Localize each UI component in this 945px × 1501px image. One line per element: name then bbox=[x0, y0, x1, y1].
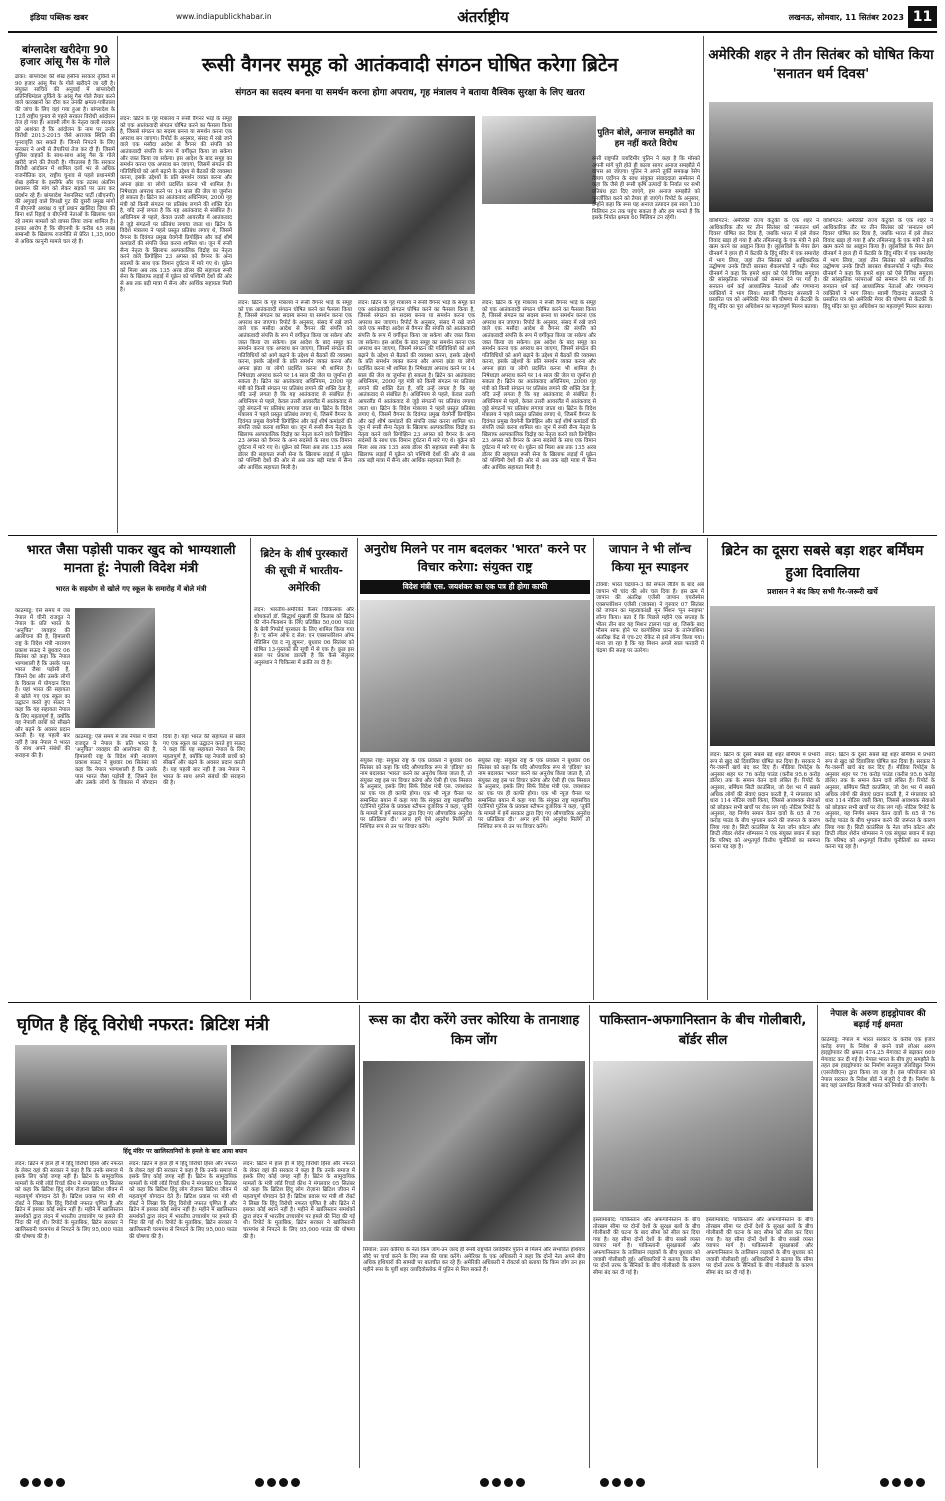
article-birmingham bbox=[710, 538, 935, 1000]
body-hindu-hate-cont-1 bbox=[129, 1161, 237, 1466]
subhead-wagner: संगठन का सदस्य बनना या समर्थन करना होगा अपराध, गृह मंत्रालय ने बताया वैश्विक सुरक्षा के लिए खतरा bbox=[235, 88, 585, 98]
body-bharat-rename: संयुक्त राष्ट्र: संयुक्त राष्ट्र के एक प्रवक्ता ने बुधवार 06 सितंबर को कहा कि यदि औपचारिक रूप से 'इंडिया' का नाम बदलकर 'भारत' करने का अनुरोध किया जाता है, तो संयुक्त राष्ट्र इस पर विचार करेगा और ऐसी ही एक मिसाल के अनुसार, इसके लिए सिर्फ विदेश मंत्री एस. जयशंकर का एक पत्र ही काफी होगा। एक भी न्यूज़ चैनल पर सम्बन्धित बयान में कहा गया कि संयुक्त राष्ट्र महासचिव एंटोनियो गुटेरेस के प्रवक्ता स्टीफन दुजारिक ने कहा, 'तुर्की के मामले में हमें सरकार द्वारा दिए गए औपचारिक अनुरोध पर प्रतिक्रिया दी।' अगर हमें ऐसे अनुरोध मिलेंगे तो निश्चित रूप से उन पर विचार करेंगे। bbox=[360, 758, 472, 830]
body-japan-moon: टोक्यो: भारत चंद्रयान-3 की सफल लैंडिंग के बाद अब जापान भी चांद की ओर चल दिया है। इस क्रम में जापान की अंतरिक्ष एजेंसी जापान एयरोस्पेस एक्सप्लोरेशन एजेंसी (जाक्सा) ने गुरुवार 07 सितंबर को जापान का महत्वाकांक्षी मून मिशन 'मून स्नाइपर' लॉन्च किया। बता दें कि पिछले महीने एक सप्ताह के भीतर तीन बार यह मिशन टालना पड़ा था, जिसके बाद मौसम साफ होने पर कागोशिमा प्रान्त के तानेगाशिमा अंतरिक्ष केंद्र से एच-2ए रॉकेट से इसे लॉन्च किया गया। माना जा रहा है कि यह मिशन अगले साल फरवरी में चंद्रमा की सतह पर उतरेगा। bbox=[596, 582, 704, 654]
body-putin: रूसी राष्ट्रपति व्लादिमीर पुतिन ने कहा है कि मॉस्को अपनी मांगें पूरी होते ही काला सागर अनाज समझौते में वापस आ जाएगा। पुतिन ने अपने तुर्की समकक्ष रेसेप तैय्यप एर्दोगन के साथ संयुक्त संवाददाता सम्मेलन में कहा कि जैसे ही रूसी कृषि उत्पादों के निर्यात पर सभी प्रतिबंध हटा दिए जाएंगे, हम अनाज समझौते को पुनर्जीवित करने को तैयार हो जाएंगे। रिपोर्ट के अनुसार, उन्होंने कहा कि रूस यह अनाज उत्पादन इस साल 130 मिलियन टन तक पहुंच सकता है और हम मानते हैं कि इसके निर्यात क्षमता 60 मिलियन टन रहेगी। bbox=[592, 156, 700, 222]
page-number: 11 bbox=[908, 6, 937, 28]
body-bangladesh: ढाका: बांग्लादेश की शेख हसीना सरकार तुर्किये से 90 हजार आंसू गैस के गोले खरीदने जा रही है। संयुक्त साचिव की अनुवाई में बांग्लादेशी प्रतिनिधिमंडल तुर्किये के आंसू गैस गोले तैयार करने वाले कारखानों का दौरा कर उनकी क्षमता-पत्रीताला की जांच के लिए वहां गया हुआ है। बांग्लादेश के 12वें राष्ट्रीय चुनाव से पहले सरकार विरोधी आंदोलन तेज हो गया है। अवामी लीग के नेतृत्व वाली सरकार को आशंका है कि आंदोलन के नाम पर उनके विरोधी 2013-2015 जैसे अराजक स्थिति की पुनरावृत्ति कर सकते हैं। जिनसे निपटने के लिए सरकार ने अभी से तैयारियां तेज कर दी हैं। जिसमें पुलिस वाहकों के साथ-साथ आंसू गैस के गोले खरीदे जाने की तैयारी है। गौरतलब है कि सरकार विरोधी आंदोलन में शामिल दलों भर से अधिक राजनीतिक दल, राष्ट्रीय चुनाव से पहले प्रधानमंत्री शेख हसीना के इस्तीफे और एक तटस्थ अंतरिम प्रशासन की मांग को लेकर सड़कों पर उतर कर प्रदर्शन रहे हैं। बांग्लादेश नेशनलिस्ट पार्टी (बीएनपी) की अगुवाई वाले विपक्षी गुट की दूसरी प्रमुख मांगों में बीएनपी अध्यक्ष व पूर्व प्रधान खालिदा ज़िया की बिना शर्त रिहाई व बीएनपी नेताओं के खिलाफ चल रहे तमाम मामलों को वापस लिया जाना शामिल है। इनका आरोप है कि बीएनपी के करीब 45 लाख सम्बन्धी के खिलाफ राजनीति से प्रेरित 1,35,000 से अधिक कानूनी मामले चल रहे हैं। bbox=[15, 74, 115, 245]
headline-putin: पुतिन बोले, अनाज समझौते का हम नहीं करते विरोध bbox=[597, 128, 695, 149]
article-japan-moon bbox=[596, 538, 704, 1000]
body-wagner-cont-3 bbox=[482, 300, 596, 531]
headline-wagner: रूसी वैगनर समूह को आतंकवादी संगठन घोषित करेगा ब्रिटेन bbox=[201, 54, 619, 76]
body-sanatan: वाशिंगटन: अमेरिकी राज्य केंटुकी के एक शहर ने आधिकारिक तौर पर तीन सितंबर को 'सनातन धर्म दिवस' घोषित कर दिया है, जबकि भारत में इसे लेकर विवाद खड़ा हो गया है और तमिलनाडु के एक मंत्री ने इसे खत्म करने का आह्वान किया है। लुइसविले के मेयर क्रेग ग्रीनबर्ग ने हाल ही में केंटकी के हिंदू मंदिर में एक समारोह में भाग लिया, जहां तीन सितंबर को आधिकारिक उद्घोषणा उनके डिप्टी बारबरा शैकलफोर्ड ने पढ़ी। मेयर ग्रीनबर्ग ने कहा कि हमारे शहर को ऐसे विविध समुदाय की सांस्कृतिक परंपराओं को सम्मान देने पर गर्व है। सनातन धर्म कई आध्यात्मिक नेताओं और गणमान्य व्यक्तियों ने भाग लिया। स्वामी चिदानंद सरस्वती ने प्रसारित पत्र को अमेरिकी मेयर की घोषणा से केंटकी के हिंदू मंदिर का पूरा अधिवेशन का महत्वपूर्ण मिलन बताया। bbox=[709, 218, 819, 310]
body-sanatan-cont bbox=[823, 218, 933, 530]
photo-un-podium bbox=[360, 600, 590, 752]
divider bbox=[593, 538, 594, 1000]
headline-bharat-rename: अनुरोध मिलने पर नाम बदलकर 'भारत' करने पर विचार करेगा: संयुक्त राष्ट्र bbox=[364, 541, 586, 574]
photo-uk-official bbox=[482, 116, 596, 204]
headline-north-korea: रूस का दौरा करेंगे उत्तर कोरिया के तानाशाह किम जोंग bbox=[368, 1013, 580, 1048]
body-hindu-hate: लंदन: ब्रिटेन में हाल ही में हिंदू विरोधी हिंसा और नफरत के लेकर वहां की सरकार ने कहा है कि उनके समाज में इसके लिए कोई जगह नहीं है। ब्रिटेन के सामुदायिक मामलों के मंत्री लॉर्ड रिचर्ड कीथ ने मंगलवार 05 सितंबर को कहा कि ब्रिटिश हिंदू लोग रोज़ाना ब्रिटिश जीवन में महत्वपूर्ण योगदान देते हैं। ब्रिटिश प्रवास पर मंत्री शी रॉबर्ट ने लिखा कि हिंदू विरोधी नफरत घृणित है और ब्रिटेन में इसका कोई स्थान नहीं है। महीने में खालिस्तान समर्थकों द्वारा लंदन में भारतीय उच्चायोग पर हमले की निंदा की गई थी। रिपोर्ट के मुताबिक, ब्रिटेन सरकार ने खालिस्तानी चरमपंथ से निपटने के लिए 95,000 पाउंड की घोषणा की है। bbox=[15, 1161, 123, 1240]
body-wagner-cont-2-text: लंदन: ब्रिटेन के गृह मंत्रालय ने रूसी वैगनर भाड़े के समूह को एक आतंकवादी संगठन घोषित करने का फैसला किया है, जिससे संगठन का सदस्य बनना या समर्थन करना एक अपराध बन जाएगा। रिपोर्ट के अनुसार, संसद में रखे जाने वाले एक मसौदा आदेश से वैगनर की संपत्ति को आतंकवादी संपत्ति के रूप में वर्गीकृत किया जा सकेगा और जब्त किया जा सकेगा। इस आदेश के बाद समूह का समर्थन करना एक अपराध बन जाएगा, जिसमें संगठन की गतिविधियों को आगे बढ़ाने के उद्देश्य से बैठकों की व्यवस्था करना, इसके उद्देश्यों के प्रति समर्थन व्यक्त करना और अपना झंडा या लोगो प्रदर्शित करना भी शामिल है। निषेधाज्ञा अपराध करने पर 14 साल की जेल या जुर्माना हो सकता है। ब्रिटेन का आतंकवाद अधिनियम, 2000 गृह मंत्री को किसी संगठन पर प्रतिबंध लगाने की शक्ति देता है, यदि उन्हें लगता है कि यह आतंकवाद से संबंधित है। अधिनियम से पहले, केवल उत्तरी आयरलैंड में आतंकवाद से जुड़े संगठनों पर प्रतिबंध लगाया जाता था। ब्रिटेन के विदेश मंत्रालय ने पहले प्रस्तुत प्रतिबंध लगाए थे, जिसमें वैगनर के दिवंगत प्रमुख येवगेनी प्रिगोझिन और कई शीर्ष कमांडरों की संपत्ति जब्त करना शामिल था। जून में रूसी सैन्य नेतृत्व के खिलाफ अल्पकालिक विद्रोह का नेतृत्व करने वाले प्रिगोझिन 23 अगस्त को वैगनर के अन्य सदस्यों के साथ एक विमान दुर्घटना में मारे गए थे। यूक्रेन को मिला अब तक 135 अरब डॉलर की सहायता रूसी सेना के खिलाफ लड़ाई में यूक्रेन को पश्चिमी देशों की ओर से अब तक बड़ी मात्रा में सैन्य और आर्थिक सहायता मिली है। bbox=[358, 300, 475, 465]
body-pak-afghan-cont bbox=[706, 1217, 813, 1465]
body-britain-honours: लंदन: भारतीय-अमेरिकी कैंसर चिकित्सक और शोधकर्ता डॉ. सिद्धार्थ मुखर्जी की किताब को ब्रिटेन की नॉन-फिक्शन के लिए प्रतिष्ठित 50,000 पाउंड के बेली गिफोर्ड पुरस्कार के लिए शामिल किया गया है। 'द सॉन्ग ऑफ द सेल: एन एक्सप्लोरेशन ऑफ मेडिसिन एंड द न्यू ह्यूमन', बुधवार 06 सितंबर को घोषित 13-पुस्तकों की सूची में से एक है। कुछ इस साल पर प्रकाश डालती है कि कैसे सेलुलर अनुसंधान ने चिकित्सा में क्रांति ला दी है। bbox=[254, 607, 354, 666]
photo-british-minister bbox=[231, 1045, 355, 1145]
footer-dots-5 bbox=[880, 1478, 925, 1487]
caption-hindu-temple: हिंदू मंदिर पर खालिस्तानियों के हमले के बाद आया बयान bbox=[123, 1148, 247, 1155]
article-britain-honours bbox=[254, 538, 354, 1000]
divider bbox=[707, 538, 708, 1000]
article-nepal bbox=[15, 538, 247, 1000]
divider bbox=[703, 36, 704, 533]
article-bharat-rename bbox=[360, 538, 590, 1000]
headline-pak-afghan: पाकिस्तान-अफगानिस्तान के बीच गोलीबारी, बॉर्डर सील bbox=[599, 1013, 807, 1048]
body-wagner-cont-2 bbox=[358, 300, 475, 531]
footer-dots-4 bbox=[600, 1478, 645, 1487]
paper-name: इंडिया पब्लिक खबर bbox=[30, 13, 88, 22]
body-wagner-cont-3-text: लंदन: ब्रिटेन के गृह मंत्रालय ने रूसी वैगनर भाड़े के समूह को एक आतंकवादी संगठन घोषित करने का फैसला किया है, जिससे संगठन का सदस्य बनना या समर्थन करना एक अपराध बन जाएगा। रिपोर्ट के अनुसार, संसद में रखे जाने वाले एक मसौदा आदेश से वैगनर की संपत्ति को आतंकवादी संपत्ति के रूप में वर्गीकृत किया जा सकेगा और जब्त किया जा सकेगा। इस आदेश के बाद समूह का समर्थन करना एक अपराध बन जाएगा, जिसमें संगठन की गतिविधियों को आगे बढ़ाने के उद्देश्य से बैठकों की व्यवस्था करना, इसके उद्देश्यों के प्रति समर्थन व्यक्त करना और अपना झंडा या लोगो प्रदर्शित करना भी शामिल है। निषेधाज्ञा अपराध करने पर 14 साल की जेल या जुर्माना हो सकता है। ब्रिटेन का आतंकवाद अधिनियम, 2000 गृह मंत्री को किसी संगठन पर प्रतिबंध लगाने की शक्ति देता है, यदि उन्हें लगता है कि यह आतंकवाद से संबंधित है। अधिनियम से पहले, केवल उत्तरी आयरलैंड में आतंकवाद से जुड़े संगठनों पर प्रतिबंध लगाया जाता था। ब्रिटेन के विदेश मंत्रालय ने पहले प्रस्तुत प्रतिबंध लगाए थे, जिसमें वैगनर के दिवंगत प्रमुख येवगेनी प्रिगोझिन और कई शीर्ष कमांडरों की संपत्ति जब्त करना शामिल था। जून में रूसी सैन्य नेतृत्व के खिलाफ अल्पकालिक विद्रोह का नेतृत्व करने वाले प्रिगोझिन 23 अगस्त को वैगनर के अन्य सदस्यों के साथ एक विमान दुर्घटना में मारे गए थे। यूक्रेन को मिला अब तक 135 अरब डॉलर की सहायता रूसी सेना के खिलाफ लड़ाई में यूक्रेन को पश्चिमी देशों की ओर से अब तक बड़ी मात्रा में सैन्य और आर्थिक सहायता मिली है। bbox=[482, 300, 596, 471]
divider bbox=[117, 36, 118, 533]
body-birmingham-cont bbox=[825, 752, 935, 998]
headline-britain-honours: ब्रिटेन के शीर्ष पुरस्कारों की सूची में भारतीय-अमेरिकी bbox=[260, 548, 348, 594]
subhead-nepal: भारत के सहयोग से खोले गए स्कूल के समारोह में बोले मंत्री bbox=[55, 585, 207, 593]
body-pak-afghan: इस्लामाबाद: पाकिस्तान और अफगानिस्तान के बीच तोरखम सीमा पर दोनों देशों के सुरक्षा बलों के बीच गोलीबारी की घटना के बाद सीमा को सील कर दिया गया है। यह सीमा दोनों देशों के बीच सबसे व्यस्त व्यापार मार्ग है। पाकिस्तानी सुरक्षाबलों और अफगानिस्तान के तालिबान लड़ाकों के बीच बुधवार को जवाबी गोलीबारी हुई। अधिकारियों ने बताया कि सीमा पर दोनों तरफ के सैनिकों के बीच गोलीबारी के कारण सीमा बंद कर दी गई है। bbox=[593, 1217, 700, 1276]
article-pak-afghan bbox=[593, 1005, 813, 1468]
photo-nepal-minister bbox=[75, 608, 155, 728]
row-rule-2 bbox=[8, 1002, 937, 1003]
footer-dots-1 bbox=[20, 1478, 65, 1487]
headline-sanatan: अमेरिकी शहर ने तीन सितंबर को घोषित किया 'सनातन धर्म दिवस' bbox=[708, 47, 934, 82]
footer-dots-2 bbox=[255, 1478, 300, 1487]
divider bbox=[357, 538, 358, 1000]
headline-birmingham: ब्रिटेन का दूसरा सबसे बड़ा शहर बर्मिंघम हुआ दिवालिया bbox=[721, 543, 924, 581]
subhead-birmingham: प्रशासन ने बंद किए सभी गैर-जरूरी खर्चे bbox=[767, 587, 878, 596]
body-north-korea: सियोल: उत्तर कोरिया के नेता किम जोंग-उन जल्द ही रूसी राष्ट्रपति व्लादिमीर पुतिन से मिलने और संभावित हथियार सौदे पर चर्चा करने के लिए रूस की यात्रा करेंगे। अमेरिका के एक अधिकारी ने कहा कि दोनों नेता अपने बीच अधिक हथियारों की सामग्री पर बातचीत कर रहे हैं। अमेरिकी अधिकारी ने रॉयटर्स को बताया कि किम जोंग उन इस महीने रूस के पूर्वी शहर व्लादिवोस्तोक में पुतिन से मिल सकते हैं। bbox=[363, 1247, 585, 1273]
subhead-bharat-rename: विदेश मंत्री एस. जयशंकर का एक पत्र ही होगा काफी bbox=[360, 580, 590, 594]
headline-hindu-hate: घृणित है हिंदू विरोधी नफरत: ब्रिटिश मंत्री bbox=[17, 1015, 270, 1035]
website-link[interactable]: www.indiapublickhabar.in bbox=[176, 12, 272, 21]
body-hindu-hate-cont-2-text: लंदन: ब्रिटेन में हाल ही में हिंदू विरोधी हिंसा और नफरत के लेकर वहां की सरकार ने कहा है कि उनके समाज में इसके लिए कोई जगह नहीं है। ब्रिटेन के सामुदायिक मामलों के मंत्री लॉर्ड रिचर्ड कीथ ने मंगलवार 05 सितंबर को कहा कि ब्रिटिश हिंदू लोग रोज़ाना ब्रिटिश जीवन में महत्वपूर्ण योगदान देते हैं। ब्रिटिश प्रवास पर मंत्री शी रॉबर्ट ने लिखा कि हिंदू विरोधी नफरत घृणित है और ब्रिटेन में इसका कोई स्थान नहीं है। महीने में खालिस्तान समर्थकों द्वारा लंदन में भारतीय उच्चायोग पर हमले की निंदा की गई थी। रिपोर्ट के मुताबिक, ब्रिटेन सरकार ने खालिस्तानी चरमपंथ से निपटने के लिए 95,000 पाउंड की घोषणा की है। bbox=[243, 1161, 355, 1240]
section-title: अंतर्राष्ट्रीय bbox=[457, 8, 509, 26]
article-sanatan bbox=[707, 36, 935, 533]
body-wagner-cont-1-text: लंदन: ब्रिटेन के गृह मंत्रालय ने रूसी वैगनर भाड़े के समूह को एक आतंकवादी संगठन घोषित करने का फैसला किया है, जिससे संगठन का सदस्य बनना या समर्थन करना एक अपराध बन जाएगा। रिपोर्ट के अनुसार, संसद में रखे जाने वाले एक मसौदा आदेश से वैगनर की संपत्ति को आतंकवादी संपत्ति के रूप में वर्गीकृत किया जा सकेगा और जब्त किया जा सकेगा। इस आदेश के बाद समूह का समर्थन करना एक अपराध बन जाएगा, जिसमें संगठन की गतिविधियों को आगे बढ़ाने के उद्देश्य से बैठकों की व्यवस्था करना, इसके उद्देश्यों के प्रति समर्थन व्यक्त करना और अपना झंडा या लोगो प्रदर्शित करना भी शामिल है। निषेधाज्ञा अपराध करने पर 14 साल की जेल या जुर्माना हो सकता है। ब्रिटेन का आतंकवाद अधिनियम, 2000 गृह मंत्री को किसी संगठन पर प्रतिबंध लगाने की शक्ति देता है, यदि उन्हें लगता है कि यह आतंकवाद से संबंधित है। अधिनियम से पहले, केवल उत्तरी आयरलैंड में आतंकवाद से जुड़े संगठनों पर प्रतिबंध लगाया जाता था। ब्रिटेन के विदेश मंत्रालय ने पहले प्रस्तुत प्रतिबंध लगाए थे, जिसमें वैगनर के दिवंगत प्रमुख येवगेनी प्रिगोझिन और कई शीर्ष कमांडरों की संपत्ति जब्त करना शामिल था। जून में रूसी सैन्य नेतृत्व के खिलाफ अल्पकालिक विद्रोह का नेतृत्व करने वाले प्रिगोझिन 23 अगस्त को वैगनर के अन्य सदस्यों के साथ एक विमान दुर्घटना में मारे गए थे। यूक्रेन को मिला अब तक 135 अरब डॉलर की सहायता रूसी सेना के खिलाफ लड़ाई में यूक्रेन को पश्चिमी देशों की ओर से अब तक बड़ी मात्रा में सैन्य और आर्थिक सहायता मिली है। bbox=[238, 300, 352, 471]
headline-nepal-hydro: नेपाल के अरुण हाइड्रोपावर की बढ़ाई गई क्षमता bbox=[830, 1009, 926, 1030]
divider bbox=[817, 1005, 818, 1468]
body-nepal-hydro: काठमांडू: नेपाल में भारत सरकार के करीब एक हजार करोड़ रुपए के निवेश से बनने वाले लोअर अरुण हाइड्रोपावर की क्षमता 474.25 मेगावाट से बढ़ाकर 669 मेगावाट कर दी गई है। नेपाल भारत के बीच हुए समझौते के तहत इस हाइड्रोपावर का निर्माण सतलुज जलविद्युत निगम (एसजेवीएन) द्वारा किया जा रहा है। इस परियोजना को नेपाल सरकार के निवेश बोर्ड ने मंजूरी दे दी है। निर्माण के बाद यहां उत्पादित बिजली भारत को निर्यात की जाएगी। bbox=[821, 1037, 935, 1090]
dateline: लखनऊ, सोमवार, 11 सितंबर 2023 bbox=[788, 13, 904, 22]
body-bharat-rename-cont-text: संयुक्त राष्ट्र: संयुक्त राष्ट्र के एक प्रवक्ता ने बुधवार 06 सितंबर को कहा कि यदि औपचारिक रूप से 'इंडिया' का नाम बदलकर 'भारत' करने का अनुरोध किया जाता है, तो संयुक्त राष्ट्र इस पर विचार करेगा और ऐसी ही एक मिसाल के अनुसार, इसके लिए सिर्फ विदेश मंत्री एस. जयशंकर का एक पत्र ही काफी होगा। एक भी न्यूज़ चैनल पर सम्बन्धित बयान में कहा गया कि संयुक्त राष्ट्र महासचिव एंटोनियो गुटेरेस के प्रवक्ता स्टीफन दुजारिक ने कहा, 'तुर्की के मामले में हमें सरकार द्वारा दिए गए औपचारिक अनुरोध पर प्रतिक्रिया दी।' अगर हमें ऐसे अनुरोध मिलेंगे तो निश्चित रूप से उन पर विचार करेंगे। bbox=[478, 758, 590, 830]
body-hindu-hate-cont-1-text: लंदन: ब्रिटेन में हाल ही में हिंदू विरोधी हिंसा और नफरत के लेकर वहां की सरकार ने कहा है कि उनके समाज में इसके लिए कोई जगह नहीं है। ब्रिटेन के सामुदायिक मामलों के मंत्री लॉर्ड रिचर्ड कीथ ने मंगलवार 05 सितंबर को कहा कि ब्रिटिश हिंदू लोग रोज़ाना ब्रिटिश जीवन में महत्वपूर्ण योगदान देते हैं। ब्रिटिश प्रवास पर मंत्री शी रॉबर्ट ने लिखा कि हिंदू विरोधी नफरत घृणित है और ब्रिटेन में इसका कोई स्थान नहीं है। महीने में खालिस्तान समर्थकों द्वारा लंदन में भारतीय उच्चायोग पर हमले की निंदा की गई थी। रिपोर्ट के मुताबिक, ब्रिटेन सरकार ने खालिस्तानी चरमपंथ से निपटने के लिए 95,000 पाउंड की घोषणा की है। bbox=[129, 1161, 237, 1240]
body-nepal-cont-text: काठमांडू: ऐसे समय में जब नेपाल में चीनी राजदूत ने नेपाल के प्रति भारत के 'अनुचित' व्यवहार की आलोचना की है, हिमालयी राष्ट्र के विदेश मंत्री नारायण प्रकाश सऊद ने बुधवार 06 सितंबर को कहा कि नेपाल भाग्यशाली है कि उसके पास भारत जैसा पड़ोसी है, जिसने देश और उसके लोगों के विकास में योगदान दिया है। यहां भारत की सहायता से खोले गए एक स्कूल का उद्घाटन करते हुए सऊद ने कहा कि यह सहायता नेपाल के लिए महत्वपूर्ण है, क्योंकि यह नेपाली छात्रों को सीखने और बढ़ने के अवसर प्रदान करती है। यह पहली बार नहीं है जब नेपाल ने भारत के साथ अपने संबंधों की सराहना की है। bbox=[75, 734, 245, 787]
photo-birmingham-canal bbox=[710, 606, 935, 746]
headline-japan-moon: जापान ने भी लॉन्च किया मून स्पाइनर bbox=[608, 542, 691, 574]
body-sanatan-cont-text: वाशिंगटन: अमेरिकी राज्य केंटुकी के एक शहर ने आधिकारिक तौर पर तीन सितंबर को 'सनातन धर्म दिवस' घोषित कर दिया है, जबकि भारत में इसे लेकर विवाद खड़ा हो गया है और तमिलनाडु के एक मंत्री ने इसे खत्म करने का आह्वान किया है। लुइसविले के मेयर क्रेग ग्रीनबर्ग ने हाल ही में केंटकी के हिंदू मंदिर में एक समारोह में भाग लिया, जहां तीन सितंबर को आधिकारिक उद्घोषणा उनके डिप्टी बारबरा शैकलफोर्ड ने पढ़ी। मेयर ग्रीनबर्ग ने कहा कि हमारे शहर को ऐसे विविध समुदाय की सांस्कृतिक परंपराओं को सम्मान देने पर गर्व है। सनातन धर्म कई आध्यात्मिक नेताओं और गणमान्य व्यक्तियों ने भाग लिया। स्वामी चिदानंद सरस्वती ने प्रसारित पत्र को अमेरिकी मेयर की घोषणा से केंटकी के हिंदू मंदिर का पूरा अधिवेशन का महत्वपूर्ण मिलन बताया। bbox=[823, 218, 933, 310]
body-bharat-rename-cont bbox=[478, 758, 590, 998]
divider bbox=[359, 1005, 360, 1468]
divider bbox=[250, 538, 251, 1000]
article-nepal-hydro bbox=[821, 1005, 935, 1468]
article-north-korea bbox=[363, 1005, 585, 1468]
photo-temple-gathering bbox=[709, 102, 933, 212]
headline-bangladesh: बांग्लादेश खरीदेगा 90 हजार आंसू गैस के गोले bbox=[20, 44, 110, 68]
photo-torkham-border bbox=[593, 1061, 813, 1211]
body-wagner: लंदन: ब्रिटेन के गृह मंत्रालय ने रूसी वैगनर भाड़े के समूह को एक आतंकवादी संगठन घोषित करने का फैसला किया है, जिससे संगठन का सदस्य बनना या समर्थन करना एक अपराध बन जाएगा। रिपोर्ट के अनुसार, संसद में रखे जाने वाले एक मसौदा आदेश से वैगनर की संपत्ति को आतंकवादी संपत्ति के रूप में वर्गीकृत किया जा सकेगा और जब्त किया जा सकेगा। इस आदेश के बाद समूह का समर्थन करना एक अपराध बन जाएगा, जिसमें संगठन की गतिविधियों को आगे बढ़ाने के उद्देश्य से बैठकों की व्यवस्था करना, इसके उद्देश्यों के प्रति समर्थन व्यक्त करना और अपना झंडा या लोगो प्रदर्शित करना भी शामिल है। निषेधाज्ञा अपराध करने पर 14 साल की जेल या जुर्माना हो सकता है। ब्रिटेन का आतंकवाद अधिनियम, 2000 गृह मंत्री को किसी संगठन पर प्रतिबंध लगाने की शक्ति देता है, यदि उन्हें लगता है कि यह आतंकवाद से संबंधित है। अधिनियम से पहले, केवल उत्तरी आयरलैंड में आतंकवाद से जुड़े संगठनों पर प्रतिबंध लगाया जाता था। ब्रिटेन के विदेश मंत्रालय ने पहले प्रस्तुत प्रतिबंध लगाए थे, जिसमें वैगनर के दिवंगत प्रमुख येवगेनी प्रिगोझिन और कई शीर्ष कमांडरों की संपत्ति जब्त करना शामिल था। जून में रूसी सैन्य नेतृत्व के खिलाफ अल्पकालिक विद्रोह का नेतृत्व करने वाले प्रिगोझिन 23 अगस्त को वैगनर के अन्य सदस्यों के साथ एक विमान दुर्घटना में मारे गए थे। यूक्रेन को मिला अब तक 135 अरब डॉलर की सहायता रूसी सेना के खिलाफ लड़ाई में यूक्रेन को पश्चिमी देशों की ओर से अब तक बड़ी मात्रा में सैन्य और आर्थिक सहायता मिली है। bbox=[120, 116, 232, 294]
footer-dots-3 bbox=[480, 1478, 525, 1487]
masthead bbox=[8, 6, 937, 30]
body-pak-afghan-cont-text: इस्लामाबाद: पाकिस्तान और अफगानिस्तान के बीच तोरखम सीमा पर दोनों देशों के सुरक्षा बलों के बीच गोलीबारी की घटना के बाद सीमा को सील कर दिया गया है। यह सीमा दोनों देशों के बीच सबसे व्यस्त व्यापार मार्ग है। पाकिस्तानी सुरक्षाबलों और अफगानिस्तान के तालिबान लड़ाकों के बीच बुधवार को जवाबी गोलीबारी हुई। अधिकारियों ने बताया कि सीमा पर दोनों तरफ के सैनिकों के बीच गोलीबारी के कारण सीमा बंद कर दी गई है। bbox=[706, 1217, 813, 1276]
article-putin bbox=[592, 120, 700, 530]
photo-hindu-temple bbox=[15, 1045, 227, 1145]
row-rule-1 bbox=[8, 535, 937, 536]
divider bbox=[589, 1005, 590, 1468]
body-hindu-hate-cont-2 bbox=[243, 1161, 355, 1466]
article-hindu-hate bbox=[15, 1005, 355, 1468]
body-birmingham: लंदन: ब्रिटेन के दूसरे सबसे बड़े शहर बर्मिंघम में प्रभारी रूप से खुद को दिवालिया घोषित कर दिया है। सरकार ने गैर-जरूरी खर्च बंद कर दिए हैं। मीडिया रिपोर्ट्स के अनुसार शहर पर 76 करोड़ पाउंड (करीब 95.6 करोड़ डॉलर) तक के समान वेतन दावे लंबित हैं। रिपोर्ट के अनुसार, बर्मिंघम सिटी काउंसिल, जो देश भर में सबसे अधिक लोगों की सेवाएं प्रदान करती है, ने मंगलवार को धारा 114 नोटिस जारी किया, जिससे आवश्यक सेवाओं को छोड़कर सभी खर्चों पर रोक लग गई। नोटिस रिपोर्ट के अनुसार, यह निर्णय समान वेतन दावों के 65 से 76 करोड़ पाउंड के बीच भुगतान करने की जरूरत के कारण लिया गया है। सिटी काउंसिल के नेता जॉन कॉटन और डिप्टी लीडर शेरोन थॉम्पसन ने एक संयुक्त बयान में कहा कि परिषद को अभूतपूर्व वित्तीय चुनौतियों का सामना करना पड़ रहा है। bbox=[710, 752, 820, 851]
photo-kim-putin bbox=[363, 1061, 585, 1241]
headline-nepal: भारत जैसा पड़ोसी पाकर खुद को भाग्यशाली मानता हूं: नेपाली विदेश मंत्री bbox=[26, 543, 236, 576]
body-wagner-cont-1 bbox=[238, 300, 352, 531]
article-bangladesh bbox=[15, 36, 115, 533]
masthead-rule bbox=[8, 31, 937, 33]
photo-wagner-tank bbox=[238, 116, 475, 294]
body-nepal: काठमांडू: ऐसे समय में जब नेपाल में चीनी राजदूत ने नेपाल के प्रति भारत के 'अनुचित' व्यवहार की आलोचना की है, हिमालयी राष्ट्र के विदेश मंत्री नारायण प्रकाश सऊद ने बुधवार 06 सितंबर को कहा कि नेपाल भाग्यशाली है कि उसके पास भारत जैसा पड़ोसी है, जिसने देश और उसके लोगों के विकास में योगदान दिया है। यहां भारत की सहायता से खोले गए एक स्कूल का उद्घाटन करते हुए सऊद ने कहा कि यह सहायता नेपाल के लिए महत्वपूर्ण है, क्योंकि यह नेपाली छात्रों को सीखने और बढ़ने के अवसर प्रदान करती है। यह पहली बार नहीं है जब नेपाल ने भारत के साथ अपने संबंधों की सराहना की है। bbox=[15, 608, 70, 760]
body-nepal-cont bbox=[75, 734, 245, 999]
body-birmingham-cont-text: लंदन: ब्रिटेन के दूसरे सबसे बड़े शहर बर्मिंघम में प्रभारी रूप से खुद को दिवालिया घोषित कर दिया है। सरकार ने गैर-जरूरी खर्च बंद कर दिए हैं। मीडिया रिपोर्ट्स के अनुसार शहर पर 76 करोड़ पाउंड (करीब 95.6 करोड़ डॉलर) तक के समान वेतन दावे लंबित हैं। रिपोर्ट के अनुसार, बर्मिंघम सिटी काउंसिल, जो देश भर में सबसे अधिक लोगों की सेवाएं प्रदान करती है, ने मंगलवार को धारा 114 नोटिस जारी किया, जिससे आवश्यक सेवाओं को छोड़कर सभी खर्चों पर रोक लग गई। नोटिस रिपोर्ट के अनुसार, यह निर्णय समान वेतन दावों के 65 से 76 करोड़ पाउंड के बीच भुगतान करने की जरूरत के कारण लिया गया है। सिटी काउंसिल के नेता जॉन कॉटन और डिप्टी लीडर शेरोन थॉम्पसन ने एक संयुक्त बयान में कहा कि परिषद को अभूतपूर्व वित्तीय चुनौतियों का सामना करना पड़ रहा है। bbox=[825, 752, 935, 851]
